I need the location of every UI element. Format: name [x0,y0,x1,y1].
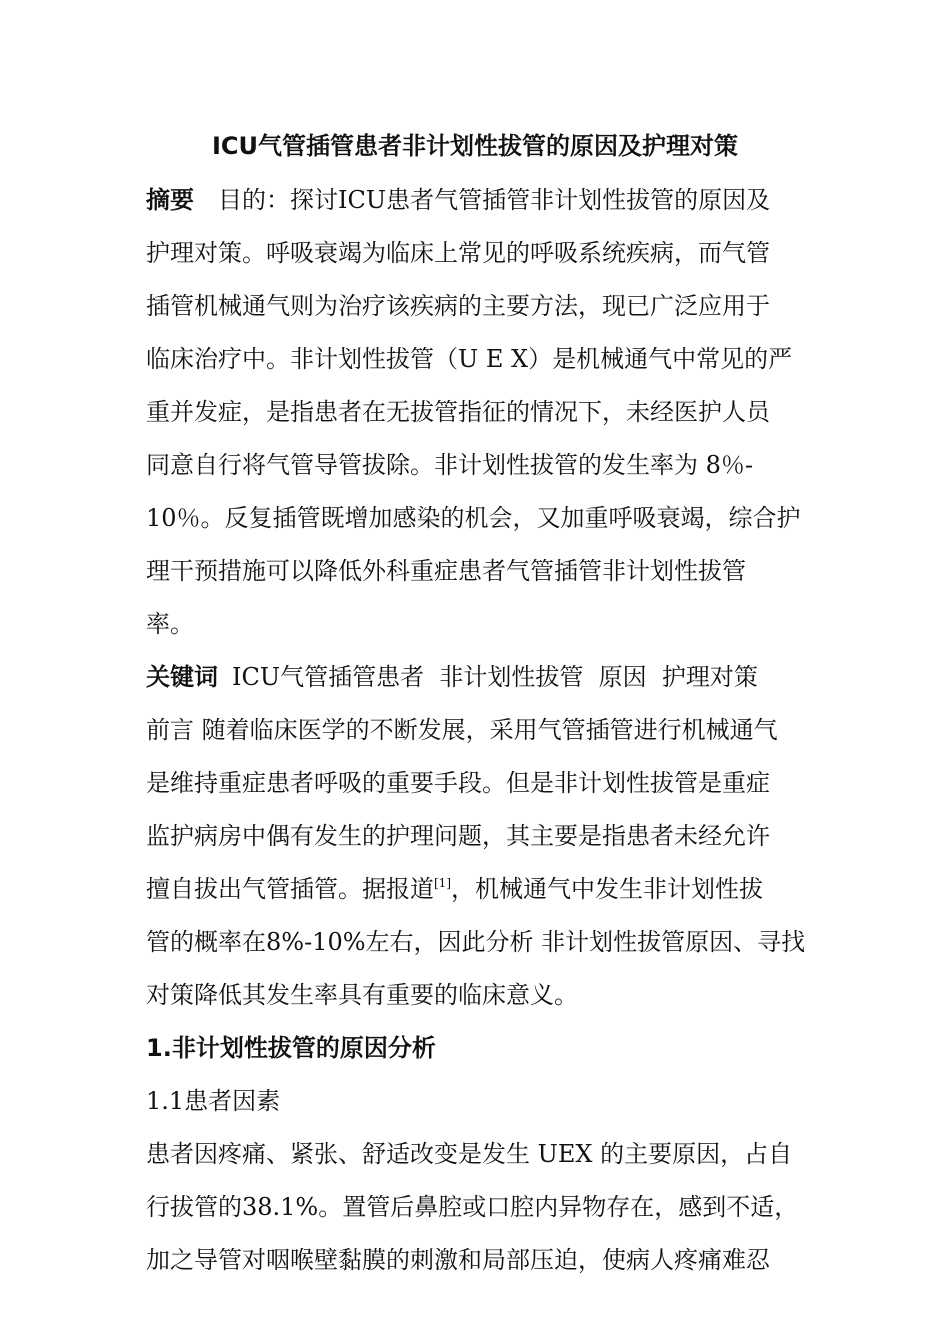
abstract-text: 目的：探讨ICU患者气管插管非计划性拔管的原因及 [218,186,771,214]
keywords-label: 关键词 [146,663,218,691]
body-line: 行拔管的38.1%。置管后鼻腔或口腔内异物存在，感到不适， [146,1193,799,1221]
keywords-text: ICU气管插管患者 非计划性拔管 原因 护理对策 [232,663,758,691]
abstract-line-1 [146,183,810,217]
intro-line-citation [146,872,810,906]
section-heading: 1.非计划性拔管的原因分析 [146,1034,436,1062]
abstract-line: 重并发症，是指患者在无拔管指征的情况下，未经医护人员 [146,398,770,426]
keywords-line [146,660,810,694]
intro-text: ，机械通气中发生非计划性拔 [451,875,763,903]
abstract-line: 同意自行将气管导管拔除。非计划性拔管的发生率为 8％- [146,451,754,479]
body-line: 患者因疼痛、紧张、舒适改变是发生 UEX 的主要原因，占自 [146,1140,793,1168]
abstract-label: 摘要 [146,186,194,214]
intro-text: 擅自拔出气管插管。据报道 [146,875,434,903]
abstract-line: 插管机械通气则为治疗该疾病的主要方法，现已广泛应用于 [146,292,770,320]
abstract-line: 10％。反复插管既增加感染的机会，又加重呼吸衰竭，综合护 [146,504,801,532]
abstract-line: 率。 [146,610,194,638]
intro-line: 监护病房中偶有发生的护理问题，其主要是指患者未经允许 [146,822,770,850]
intro-line: 是维持重症患者呼吸的重要手段。但是非计划性拔管是重症 [146,769,770,797]
intro-line: 对策降低其发生率具有重要的临床意义。 [146,981,578,1009]
document-title: ICU气管插管患者非计划性拔管的原因及护理对策 [211,132,739,160]
abstract-line: 护理对策。呼吸衰竭为临床上常见的呼吸系统疾病，而气管 [146,239,770,267]
body-line: 加之导管对咽喉壁黏膜的刺激和局部压迫，使病人疼痛难忍 [146,1246,770,1274]
subsection-heading: 1.1患者因素 [146,1087,281,1115]
intro-line: 管的概率在8%-10%左右，因此分析 非计划性拔管原因、寻找 [146,928,806,956]
abstract-line: 临床治疗中。非计划性拔管（U E X）是机械通气中常见的严 [146,345,793,373]
abstract-line: 理干预措施可以降低外科重症患者气管插管非计划性拔管 [146,557,746,585]
citation-reference[interactable]: [1] [434,876,451,890]
intro-line: 前言 随着临床医学的不断发展，采用气管插管进行机械通气 [146,716,778,744]
